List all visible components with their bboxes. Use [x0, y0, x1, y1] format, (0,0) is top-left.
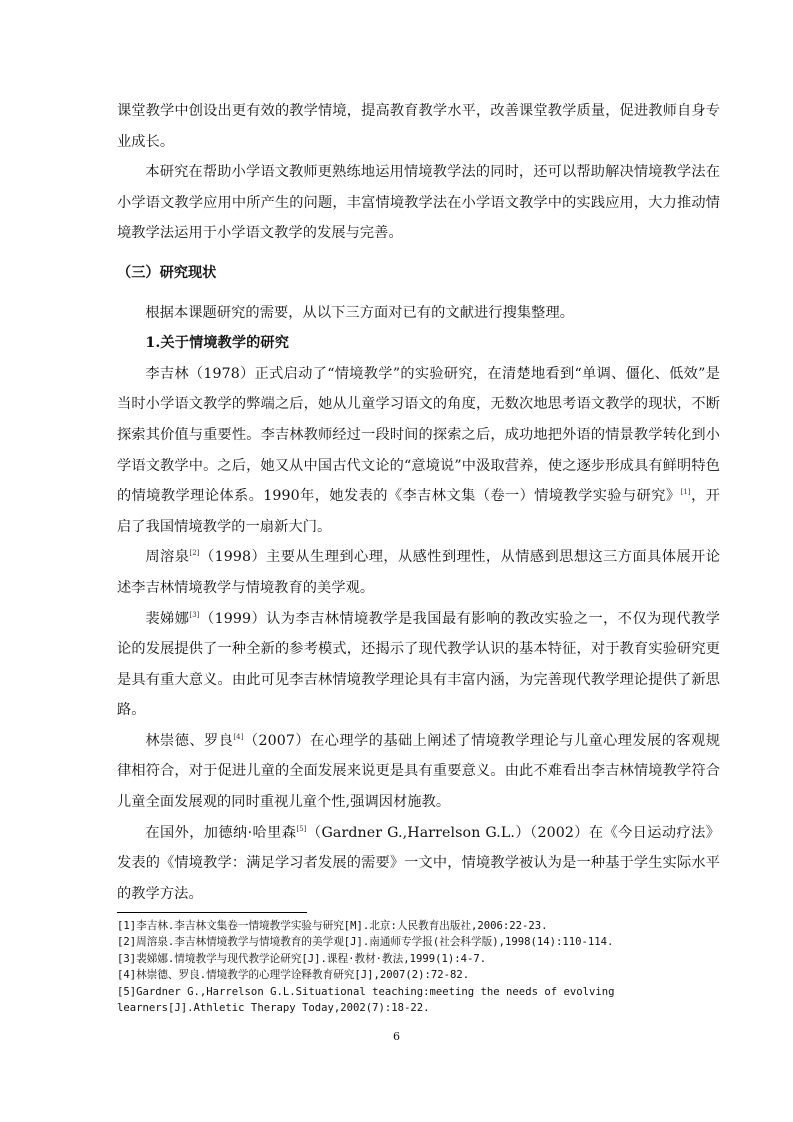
footnote-item: [3]裴娣娜.情境教学与现代教学论研究[J].课程·教材·教法,1999(1):4-7.	[117, 952, 487, 965]
body-text	[117, 96, 720, 909]
citation-marker: [2]	[189, 549, 200, 558]
paragraph-text: 林崇德、罗良	[145, 732, 234, 749]
sub-heading: 1.关于情境教学的研究	[145, 335, 289, 352]
page-number: 6	[393, 1030, 400, 1043]
footnote-divider	[117, 912, 307, 913]
paragraph-text: ，开启了我国情境教学的一扇新大门。	[117, 488, 721, 535]
paragraph-continuation: 课堂教学中创设出更有效的教学情境，提高教育教学水平，改善课堂教学质量，促进教师自身专业成长。	[117, 103, 720, 150]
paragraph-li-jilin	[117, 359, 720, 543]
paragraph-text: 裴娣娜	[145, 610, 190, 627]
footnote-item: [2]周溶泉.李吉林情境教学与情境教育的美学观[J].南通师专学报(社会科学版),1998(14):110-114.	[117, 936, 614, 949]
footnote-item: [4]林崇德、罗良.情境教学的心理学诠释教育研究[J],2007(2):72-82.	[117, 969, 470, 982]
paragraph-text: 在国外，加德纳·哈里森	[145, 824, 297, 841]
paragraph-text: （1998）主要从生理到心理，从感性到理性，从情感到思想这三方面具体展开论述李吉林情境教学与情境教育的美学观。	[117, 549, 720, 596]
paragraph-text: （Gardner G.,Harrelson G.L.）（2002）在《今日运动疗法》发表的《情境教学：满足学习者发展的需要》一文中，情境教学被认为是一种基于学生实际水平的教学方法。	[117, 824, 720, 902]
paragraph-research-significance: 本研究在帮助小学语文教师更熟练地运用情境教学法的同时，还可以帮助解决情境教学法在小学语文教学应用中所产生的问题，丰富情境教学法在小学语文教学中的实践应用，大力推动情境教学法运用于小学语文教学的发展与完善。	[117, 164, 720, 242]
paragraph-intro: 根据本课题研究的需要，从以下三方面对已有的文献进行搜集整理。	[145, 304, 575, 321]
paragraph-text: 周溶泉	[145, 549, 190, 566]
citation-marker: [1]	[680, 488, 691, 497]
paragraph-pei-dina	[117, 604, 720, 726]
citation-marker: [5]	[296, 824, 307, 833]
paragraph-foreign-research	[117, 818, 720, 910]
footnotes	[117, 918, 727, 1016]
paragraph-lin-chongde	[117, 726, 720, 818]
footnote-item: [5]Gardner G.,Harrelson G.L.Situational teaching:meeting the needs of evolving learners[J].Athletic Therapy Today,2002(7):18-22.	[117, 985, 615, 1015]
footnote-item: [1]李吉林.李吉林文集卷一情境教学实验与研究[M].北京:人民教育出版社,2006:22-23.	[117, 920, 548, 932]
citation-marker: [3]	[189, 610, 200, 619]
paragraph-text: （2007）在心理学的基础上阐述了情境教学理论与儿童心理发展的客观规律相符合，对于促进儿童的全面发展来说更是具有重要意义。由此不难看出李吉林情境教学符合儿童全面发展观的同时重视儿童个性,强调因材施教。	[117, 732, 720, 811]
citation-marker: [4]	[233, 732, 244, 741]
paragraph-text: （1999）认为李吉林情境教学是我国最有影响的教改实验之一，不仅为现代教学论的发展提供了一种全新的参考模式，还揭示了现代教学认识的基本特征，对于教育实验研究更是具有重大意义。由此可见李吉林情境教学理论具有丰富内涵，为完善现代教学理论提供了新思路。	[117, 610, 720, 719]
paragraph-zhou-rongquan	[117, 542, 720, 603]
paragraph-text: 李吉林（1978）正式启动了“情境教学”的实验研究，在清楚地看到“单调、僵化、低效”是当时小学语文教学的弊端之后，她从儿童学习语文的角度，无数次地思考语文教学的现状，不断探索其价值与重要性。李吉林教师经过一段时间的探索之后，成功地把外语的情景教学转化到小学语文教学中。之后，她又从中国古代文论的“意境说”中汲取营养，使之逐步形成具有鲜明特色的情境教学理论体系。1990年，她发表的《李吉林文集（卷一）情境教学实验与研究》	[117, 365, 720, 505]
section-heading: （三）研究现状	[117, 264, 217, 281]
